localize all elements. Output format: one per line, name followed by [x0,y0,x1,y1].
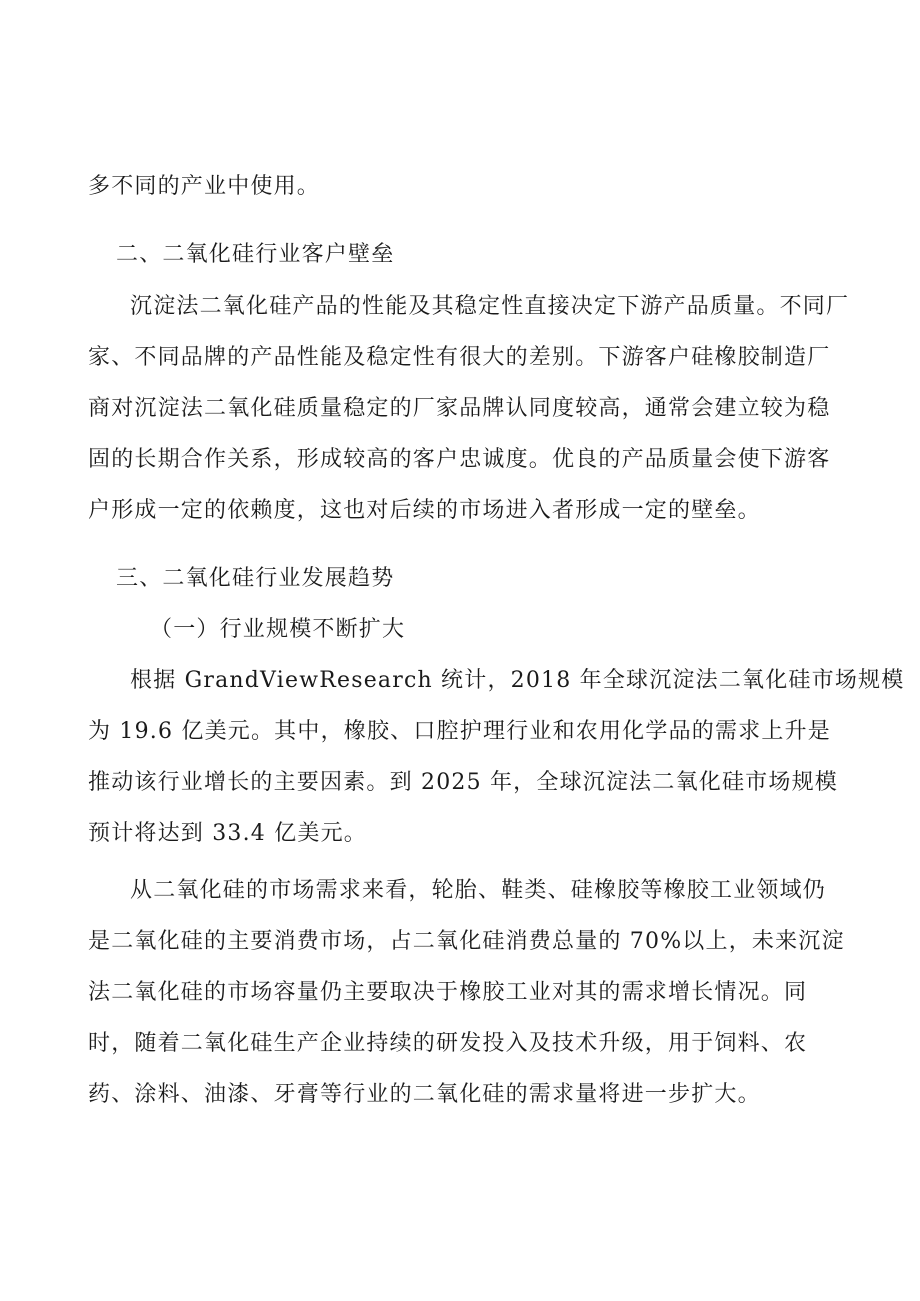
section3-subheading: （一）行业规模不断扩大 [150,617,406,642]
intro-tail-text: 多不同的产业中使用。 [88,174,321,199]
section3-paragraph2-line: 是二氧化硅的主要消费市场，占二氧化硅消费总量的 70%以上，未来沉淀 [88,929,845,954]
section3-paragraph1-line: 预计将达到 33.4 亿美元。 [88,821,367,846]
section3-paragraph1-line: 为 19.6 亿美元。其中，橡胶、口腔护理行业和农用化学品的需求上升是 [88,719,831,744]
section3-heading: 三、二氧化硅行业发展趋势 [116,566,395,591]
section2-paragraph-line: 商对沉淀法二氧化硅质量稳定的厂家品牌认同度较高，通常会建立较为稳 [88,396,831,421]
section2-paragraph-line: 户形成一定的依赖度，这也对后续的市场进入者形成一定的壁垒。 [88,498,761,523]
section3-paragraph2-line: 法二氧化硅的市场容量仍主要取决于橡胶工业对其的需求增长情况。同 [88,980,808,1005]
section3-paragraph1-line: 推动该行业增长的主要因素。到 2025 年，全球沉淀法二氧化硅市场规模 [88,770,838,795]
section2-heading: 二、二氧化硅行业客户壁垒 [116,242,395,267]
section2-paragraph-line: 固的长期合作关系，形成较高的客户忠诚度。优良的产品质量会使下游客 [88,447,831,472]
section2-paragraph-line: 沉淀法二氧化硅产品的性能及其稳定性直接决定下游产品质量。不同厂 [130,294,850,319]
section3-paragraph1-line: 根据 GrandViewResearch 统计，2018 年全球沉淀法二氧化硅市场规模 [130,668,905,693]
section3-paragraph2-line: 药、涂料、油漆、牙膏等行业的二氧化硅的需求量将进一步扩大。 [88,1082,761,1107]
section2-paragraph-line: 家、不同品牌的产品性能及稳定性有很大的差别。下游客户硅橡胶制造厂 [88,345,831,370]
section3-paragraph2-line: 时，随着二氧化硅生产企业持续的研发投入及技术升级，用于饲料、农 [88,1031,808,1056]
section3-paragraph2-line: 从二氧化硅的市场需求来看，轮胎、鞋类、硅橡胶等橡胶工业领域仍 [130,878,827,903]
